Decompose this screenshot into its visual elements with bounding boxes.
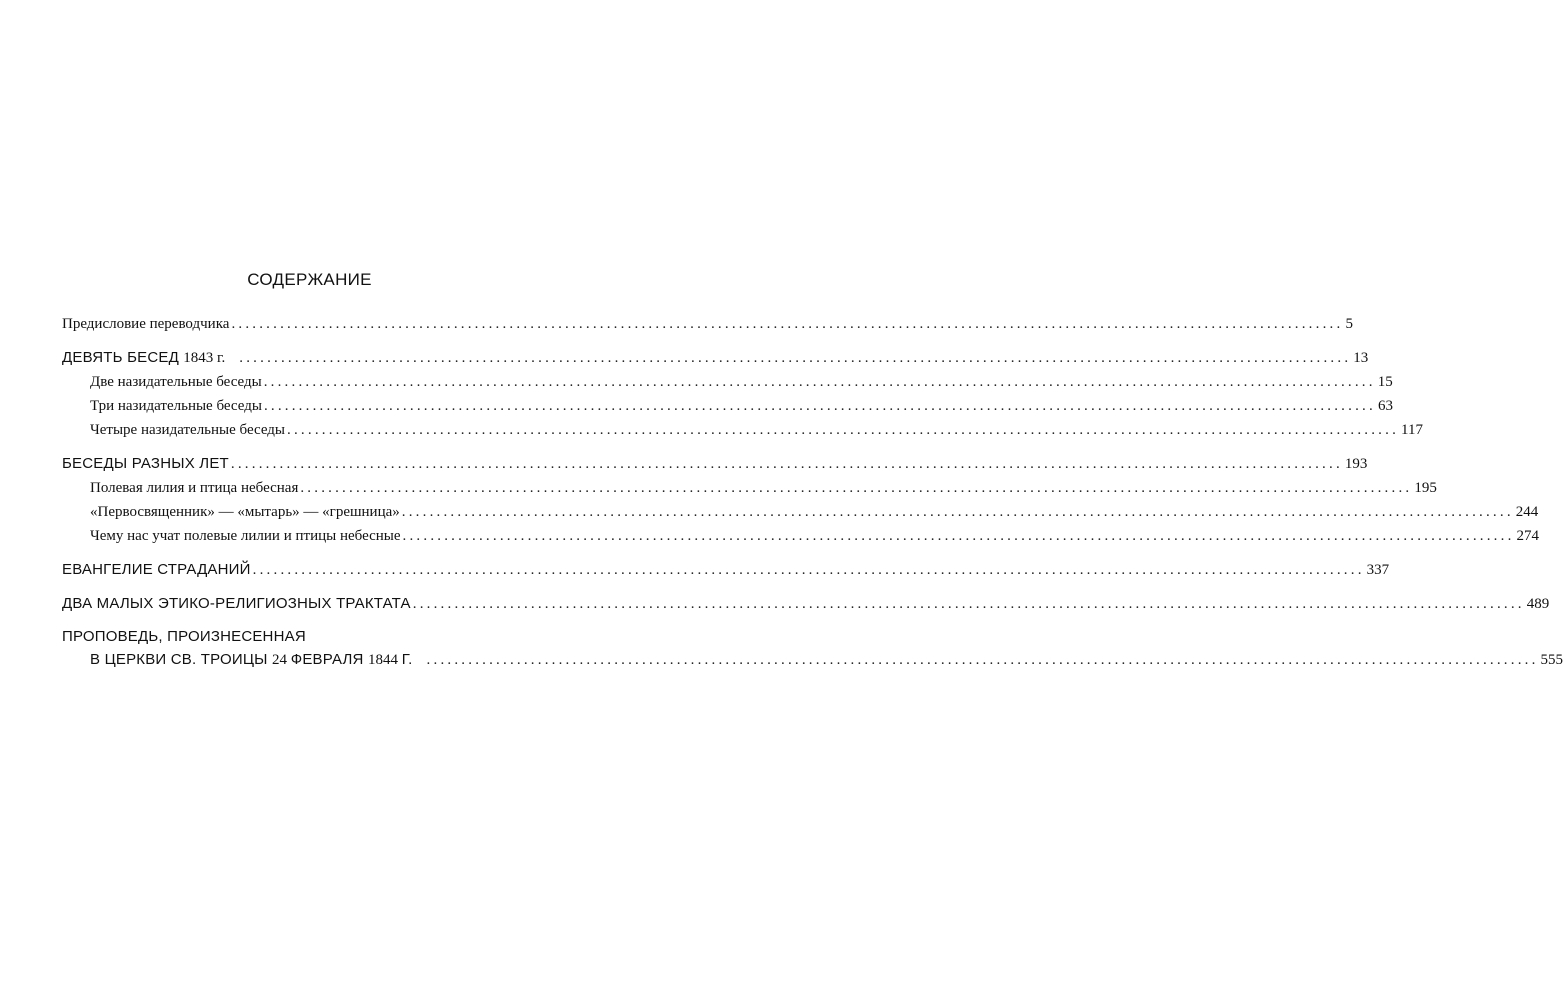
toc-entry-two-treatises[interactable] <box>62 592 1550 616</box>
label-part: Г. <box>401 651 413 668</box>
toc-entry-nine-discourses[interactable] <box>62 346 1369 370</box>
toc-entry-label: «Первосвященник» — «мытарь» — «грешница» <box>90 504 400 520</box>
toc-page-number: 63 <box>1377 398 1393 414</box>
toc-entry-label: БЕСЕДЫ РАЗНЫХ ЛЕТ <box>62 455 229 472</box>
dot-leader: ................................................................................................................................................................ <box>230 456 1343 472</box>
toc-entry-label: ДВА МАЛЫХ ЭТИКО-РЕЛИГИОЗНЫХ ТРАКТАТА <box>62 595 411 612</box>
toc-entry-label-line2 <box>90 648 413 672</box>
dot-leader: ................................................................................................................................................................ <box>263 374 1376 390</box>
toc-entry-what-we-learn[interactable] <box>62 524 1540 548</box>
toc-entry-gospel-of-sufferings[interactable] <box>62 558 1390 582</box>
toc-page-number: 274 <box>1516 528 1540 544</box>
label-part: 24 <box>271 652 291 668</box>
toc-entry-label <box>62 346 225 370</box>
toc-entry-label: Предисловие переводчика <box>62 316 230 332</box>
toc-entry-lily-bird[interactable] <box>62 476 1437 500</box>
toc-entry-label: ЕВАНГЕЛИЕ СТРАДАНИЙ <box>62 561 251 578</box>
toc-entry-label: Четыре назидательные беседы <box>90 422 286 438</box>
toc-entry-three-discourses[interactable] <box>62 394 1393 418</box>
toc-page-number: 337 <box>1366 562 1390 578</box>
toc-entry-preface[interactable] <box>62 312 1353 336</box>
toc-entry-two-discourses[interactable] <box>62 370 1393 394</box>
toc-page-number: 193 <box>1344 456 1368 472</box>
dot-leader: ................................................................................................................................................................ <box>426 652 1539 668</box>
dot-leader: ................................................................................................................................................................ <box>300 480 1413 496</box>
toc-entry-high-priest[interactable] <box>62 500 1539 524</box>
toc-page-number: 489 <box>1526 596 1550 612</box>
dot-leader: ................................................................................................................................................................ <box>263 398 1376 414</box>
dot-leader: ................................................................................................................................................................ <box>287 422 1400 438</box>
toc-entry-label-main: ДЕВЯТЬ БЕСЕД <box>62 349 184 366</box>
dot-leader: ................................................................................................................................................................ <box>401 504 1514 520</box>
toc-page-number: 555 <box>1540 652 1563 668</box>
toc-page-number: 5 <box>1345 316 1353 332</box>
dot-leader: ................................................................................................................................................................ <box>239 350 1352 366</box>
toc-entry-label: Чему нас учат полевые лилии и птицы небесные <box>90 528 401 544</box>
label-part: 1844 <box>367 652 402 668</box>
dot-leader: ................................................................................................................................................................ <box>231 316 1344 332</box>
toc-page-number: 117 <box>1401 422 1423 438</box>
toc-page-number: 195 <box>1414 480 1437 496</box>
table-of-contents <box>62 312 1563 672</box>
toc-page-number: 244 <box>1515 504 1539 520</box>
toc-entry-four-discourses[interactable] <box>62 418 1423 442</box>
toc-entry-label: Три назидательные беседы <box>90 398 262 414</box>
label-part: ФЕВРАЛЯ <box>290 651 368 668</box>
toc-entry-sermon[interactable] <box>62 626 1563 672</box>
page-title: СОДЕРЖАНИЕ <box>247 270 372 289</box>
dot-leader: ................................................................................................................................................................ <box>402 528 1515 544</box>
dot-leader: ................................................................................................................................................................ <box>252 562 1365 578</box>
toc-entry-label-year: 1843 г. <box>183 350 226 366</box>
toc-entry-various-years[interactable] <box>62 452 1368 476</box>
toc-entry-label: Две назидательные беседы <box>90 374 262 390</box>
toc-entry-label-line1: ПРОПОВЕДЬ, ПРОИЗНЕСЕННАЯ <box>62 628 306 645</box>
label-part: В ЦЕРКВИ СВ. ТРОИЦЫ <box>90 651 272 668</box>
toc-page-number: 13 <box>1353 350 1369 366</box>
dot-leader: ................................................................................................................................................................ <box>412 596 1525 612</box>
toc-page-number: 15 <box>1377 374 1393 390</box>
toc-entry-label: Полевая лилия и птица небесная <box>90 480 299 496</box>
